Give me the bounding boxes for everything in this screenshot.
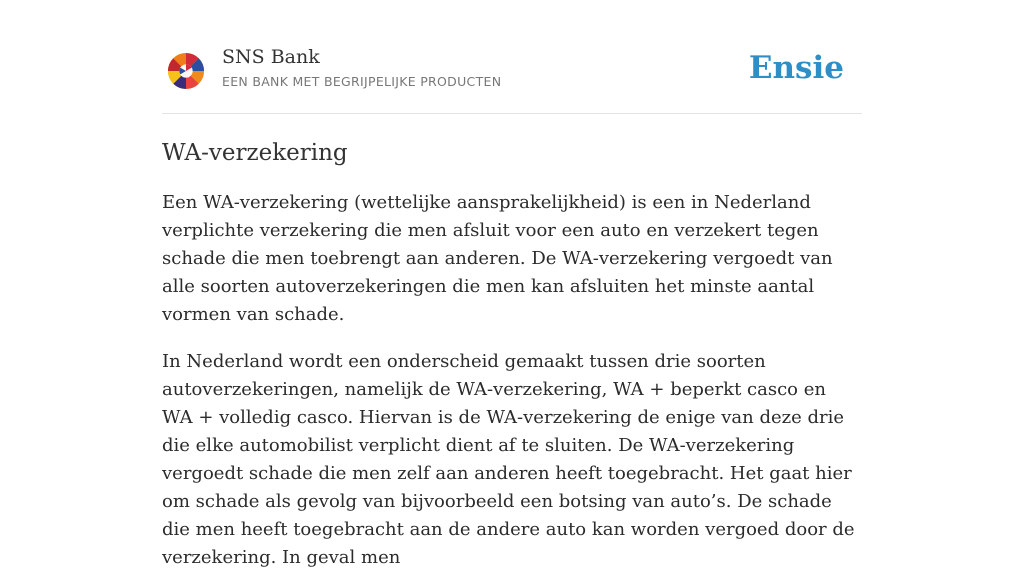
brand-tagline: EEN BANK MET BEGRIJPELIJKE PRODUCTEN (222, 74, 502, 89)
sns-bank-logo-icon[interactable] (167, 52, 205, 90)
page-header (162, 40, 862, 114)
site-logo[interactable]: Ensie (748, 50, 844, 86)
article-paragraph: In Nederland wordt een onderscheid gemaakt tussen drie soorten autoverzekeringen, namelijk de WA-verzekering, WA + beperkt casco en WA + volledig casco. Hiervan is de WA-verzekering de enige van deze drie die elke automobilist verplicht dient af te sluiten. De WA-verzekering vergoedt schade die men zelf aan anderen heeft toegebracht. Het gaat hier om schade als gevolg van bijvoorbeeld een botsing van auto’s. De schade die men heeft toegebracht aan de andere auto kan worden vergoed door de verzekering. In geval men (162, 351, 855, 568)
article-title: WA-verzekering (162, 140, 348, 166)
article-paragraph: Een WA-verzekering (wettelijke aansprakelijkheid) is een in Nederland verplichte verzekering die men afsluit voor een auto en verzekert tegen schade die men toebrengt aan anderen. De WA-verzekering vergoedt van alle soorten autoverzekeringen die men kan afsluiten het minste aantal vormen van schade. (162, 192, 833, 325)
brand-name[interactable]: SNS Bank (222, 46, 320, 68)
article (162, 136, 862, 572)
